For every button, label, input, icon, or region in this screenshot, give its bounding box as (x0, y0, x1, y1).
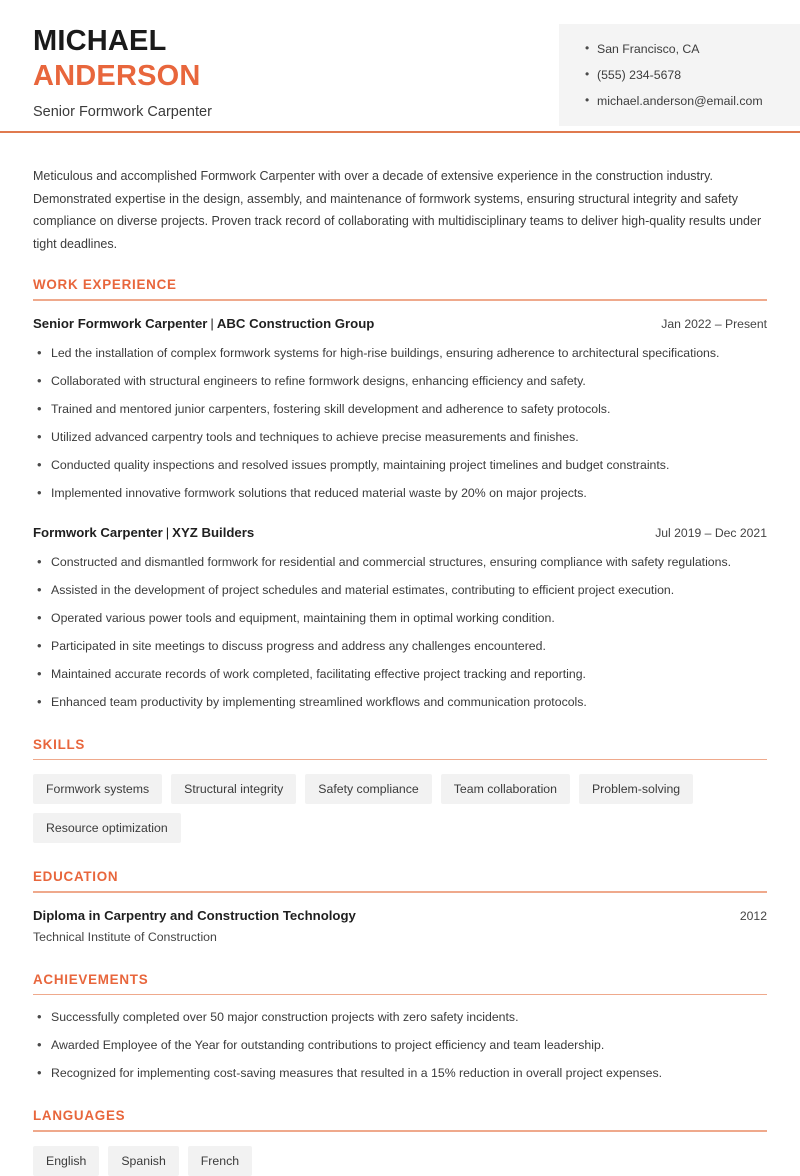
education-degree: Diploma in Carpentry and Construction Technology (33, 907, 356, 923)
education-entry-header (33, 907, 767, 925)
contact-email: • michael.anderson@email.com (585, 88, 800, 114)
list-item: • Recognized for implementing cost-saving measures that resulted in a 15% reduction in overall project expenses. (33, 1065, 767, 1082)
resume-content (0, 165, 800, 1176)
work-entry-date: Jul 2019 – Dec 2021 (655, 525, 767, 540)
education-entry (33, 907, 767, 946)
section-title-education: EDUCATION (33, 869, 119, 885)
education-institution: Technical Institute of Construction (33, 929, 217, 944)
list-item: • Constructed and dismantled formwork for residential and commercial structures, ensuring compliance with safety regulations. (33, 554, 767, 571)
list-item: • Operated various power tools and equipment, maintaining them in optimal working condition. (33, 610, 767, 627)
work-entry-title (33, 315, 374, 333)
section-rule-achievements (33, 994, 767, 996)
work-entry (33, 315, 767, 502)
list-item: • Trained and mentored junior carpenters, fostering skill development and adherence to safety protocols. (33, 401, 767, 418)
skill-tag: Resource optimization (33, 813, 181, 843)
languages-list (33, 1146, 767, 1176)
language-tag: Spanish (108, 1146, 178, 1176)
section-skills (33, 737, 767, 844)
list-item: • Led the installation of complex formwork systems for high-rise buildings, ensuring adherence to architectural specifications. (33, 345, 767, 362)
list-item: • Conducted quality inspections and resolved issues promptly, maintaining project timelines and budget constraints. (33, 457, 767, 474)
contact-phone: • (555) 234-5678 (585, 62, 800, 88)
list-item: • Implemented innovative formwork solutions that reduced material waste by 20% on major projects. (33, 485, 767, 502)
section-rule-education (33, 891, 767, 893)
skill-tag: Formwork systems (33, 774, 162, 804)
work-entry-title (33, 524, 254, 542)
list-item: • Awarded Employee of the Year for outstanding contributions to project efficiency and team leadership. (33, 1037, 767, 1054)
language-tag: French (188, 1146, 252, 1176)
section-rule-languages (33, 1130, 767, 1132)
work-entry-bullets (33, 345, 767, 502)
work-entry-role: Senior Formwork Carpenter (33, 315, 208, 331)
work-entry-bullets (33, 554, 767, 711)
work-entry-role: Formwork Carpenter (33, 524, 163, 540)
achievements-list (33, 1009, 767, 1082)
work-entry-header (33, 524, 767, 542)
work-entry (33, 524, 767, 711)
header-job-title: Senior Formwork Carpenter (33, 104, 212, 120)
professional-summary: Meticulous and accomplished Formwork Carpenter with over a decade of extensive experience in the construction industry. Demonstrated expertise in the design, assembly, and maintenance of formwork systems, ensuring structural integrity and safety compliance on diverse projects. Proven track record of collaborating with multidisciplinary teams to deliver high-quality results under tight deadlines. (33, 169, 762, 251)
resume-header (0, 0, 800, 131)
skill-tag: Problem-solving (579, 774, 693, 804)
header-identity (33, 24, 212, 121)
work-entry-header (33, 315, 767, 333)
list-item: • Utilized advanced carpentry tools and techniques to achieve precise measurements and finishes. (33, 429, 767, 446)
work-entry-company: XYZ Builders (172, 524, 255, 540)
skill-tag: Team collaboration (441, 774, 570, 804)
work-entry-separator: | (210, 315, 214, 331)
section-education (33, 869, 767, 946)
header-divider (0, 131, 800, 133)
education-date: 2012 (739, 908, 767, 923)
contact-location: • San Francisco, CA (585, 36, 800, 62)
list-item: • Maintained accurate records of work completed, facilitating effective project tracking and reporting. (33, 666, 767, 683)
section-title-languages: LANGUAGES (33, 1108, 126, 1124)
contact-info-box (559, 24, 800, 126)
language-tag: English (33, 1146, 99, 1176)
skill-tag: Structural integrity (171, 774, 296, 804)
section-work-experience (33, 277, 767, 711)
work-entry-date: Jan 2022 – Present (661, 316, 767, 331)
last-name: ANDERSON (33, 60, 201, 92)
section-rule-work-experience (33, 299, 767, 301)
work-entry-separator: | (165, 524, 170, 540)
section-title-work-experience: WORK EXPERIENCE (33, 277, 177, 292)
list-item: • Collaborated with structural engineers to refine formwork designs, enhancing efficiency and safety. (33, 373, 767, 390)
list-item: • Enhanced team productivity by implementing streamlined workflows and communication protocols. (33, 694, 767, 711)
skill-tag: Safety compliance (305, 774, 431, 804)
list-item: • Assisted in the development of project schedules and material estimates, contributing to efficient project execution. (33, 582, 767, 599)
list-item: • Successfully completed over 50 major construction projects with zero safety incidents. (33, 1009, 767, 1026)
section-languages (33, 1108, 767, 1176)
first-name: MICHAEL (33, 25, 167, 57)
list-item: • Participated in site meetings to discuss progress and address any challenges encountered. (33, 638, 767, 655)
skills-list (33, 774, 767, 843)
section-title-skills: SKILLS (33, 736, 86, 752)
section-rule-skills (33, 759, 767, 761)
section-title-achievements: ACHIEVEMENTS (33, 971, 149, 987)
section-achievements (33, 972, 767, 1083)
work-entry-company: ABC Construction Group (216, 315, 375, 331)
